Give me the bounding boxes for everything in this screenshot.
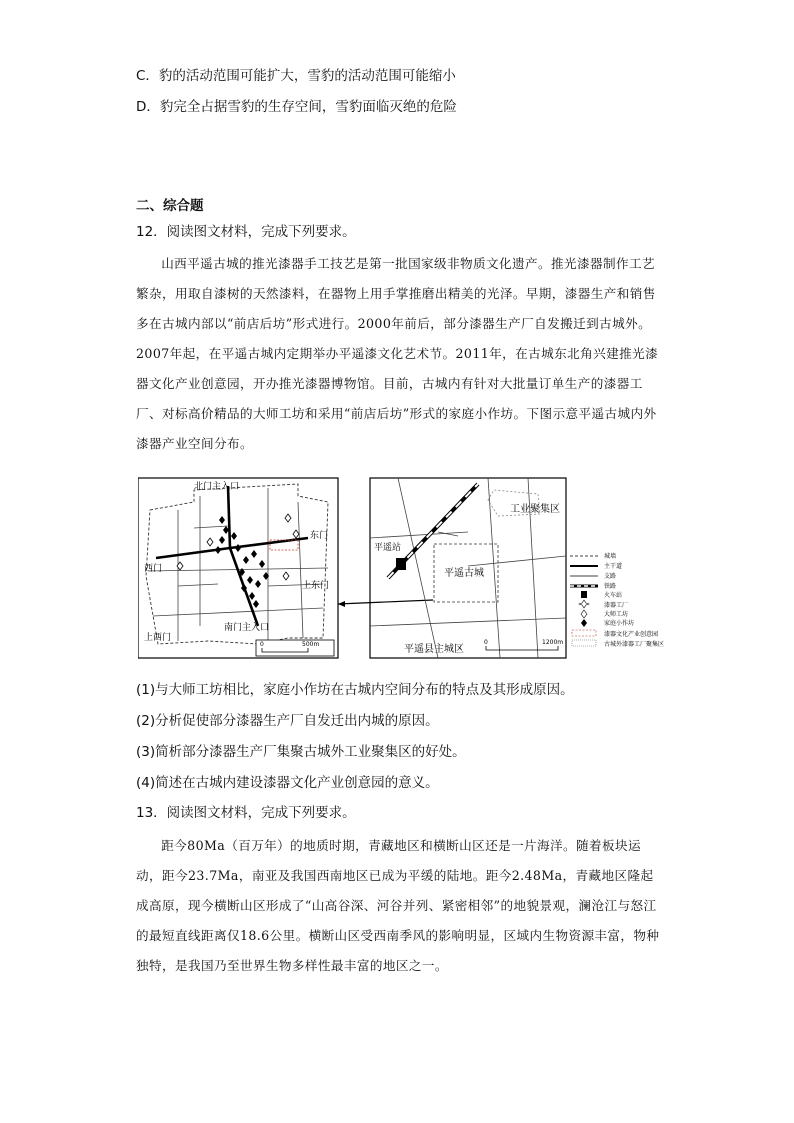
label-industrial-zone: 工业聚集区 [510,504,560,515]
scale-left-zero: 0 [260,641,264,648]
station-icon [396,558,406,570]
legend-wall: 城墙 [604,553,617,560]
q12-stem: 12．阅读图文材料，完成下列要求。 [136,224,356,240]
legend-industrial-cluster: 古城外漆器工厂聚集区 [604,641,665,648]
family-workshop-markers [215,516,269,608]
label-upper-west-gate: 上西门 [144,633,172,643]
scale-left-value: 500m [302,641,320,648]
label-upper-east-gate: 上东门 [302,581,330,591]
label-station: 平遥站 [374,543,402,553]
q12-question-1: (1)与大师工坊相比，家庭小作坊在古城内空间分布的特点及其形成原因。 [136,682,574,698]
scale-bar-left [256,640,334,656]
label-east-gate: 东门 [310,531,329,541]
label-county-area: 平遥县主城区 [404,644,464,655]
label-west-gate: 西门 [144,564,163,574]
map-legend [570,552,664,648]
scale-bar-right [484,639,563,650]
arrow [338,600,433,604]
legend-family-workshop: 家庭小作坊 [604,620,635,627]
county-map [370,478,566,658]
label-south-gate: 南门主入口 [224,623,270,633]
q12-question-2: (2)分析促使部分漆器生产厂自发迁出内城的原因。 [136,713,439,729]
legend-creative-park: 漆器文化产业创意园 [604,631,659,638]
legend-factory: 漆器工厂 [604,602,629,609]
q13-passage-text: 距今80Ma（百万年）的地质时期，青藏地区和横断山区还是一片海洋。随着板块运动，距今23.7Ma，南亚及我国西南地区已成为平缓的陆地。距今2.48Ma，青藏地区隆起成高原，现今横断山区形成了“山高谷深、河谷并列、紧密相邻”的地貌景观，澜沧江与怒江的最短直线距离仅18.6公里。横断山区受西南季风的影响明显，区域内生物资源丰富，物种独特，是我国乃至世界生物多样性最丰富的地区之一。 [136,838,660,973]
q12-question-4: (4)简述在古城内建设漆器文化产业创意园的意义。 [136,775,439,791]
section-heading: 二、综合题 [136,198,204,214]
q13-stem: 13．阅读图文材料，完成下列要求。 [136,805,356,821]
industry-map-figure [138,476,694,662]
legend-station: 火车站 [604,592,623,599]
option-d: D．豹完全占据雪豹的生存空间，雪豹面临灭绝的危险 [136,99,457,115]
legend-branch-road: 支路 [604,573,617,580]
q12-passage [136,249,664,459]
scale-right-value: 1200m [542,639,564,646]
legend-main-road: 主干道 [604,563,623,570]
q13-passage [136,831,664,981]
legend-railway: 铁路 [604,583,617,590]
old-city-map [138,478,338,658]
q12-passage-text: 山西平遥古城的推光漆器手工技艺是第一批国家级非物质文化遗产。推光漆器制作工艺繁杂，用取自漆树的天然漆料，在器物上用手掌推磨出精美的光泽。早期，漆器生产和销售多在古城内部以“前店后坊”形式进行。2000年前后，部分漆器生产厂自发搬迁到古城外。2007年起，在平遥古城内定期举办平遥漆文化艺术节。2011年，在古城东北角兴建推光漆器文化产业创意园，开办推光漆器博物馆。目前，古城内有针对大批量订单生产的漆器工厂、对标高价精品的大师工坊和采用“前店后坊”形式的家庭小作坊。下图示意平遥古城内外漆器产业空间分布。 [136,256,659,451]
q12-question-3: (3)简析部分漆器生产厂集聚古城外工业聚集区的好处。 [136,744,466,760]
label-old-city: 平遥古城 [444,568,484,579]
option-c: C．豹的活动范围可能扩大，雪豹的活动范围可能缩小 [136,68,456,84]
scale-right-zero: 0 [484,639,488,646]
legend-master-workshop: 大师工坊 [604,611,629,618]
label-north-gate: 北门主入口 [194,482,240,492]
